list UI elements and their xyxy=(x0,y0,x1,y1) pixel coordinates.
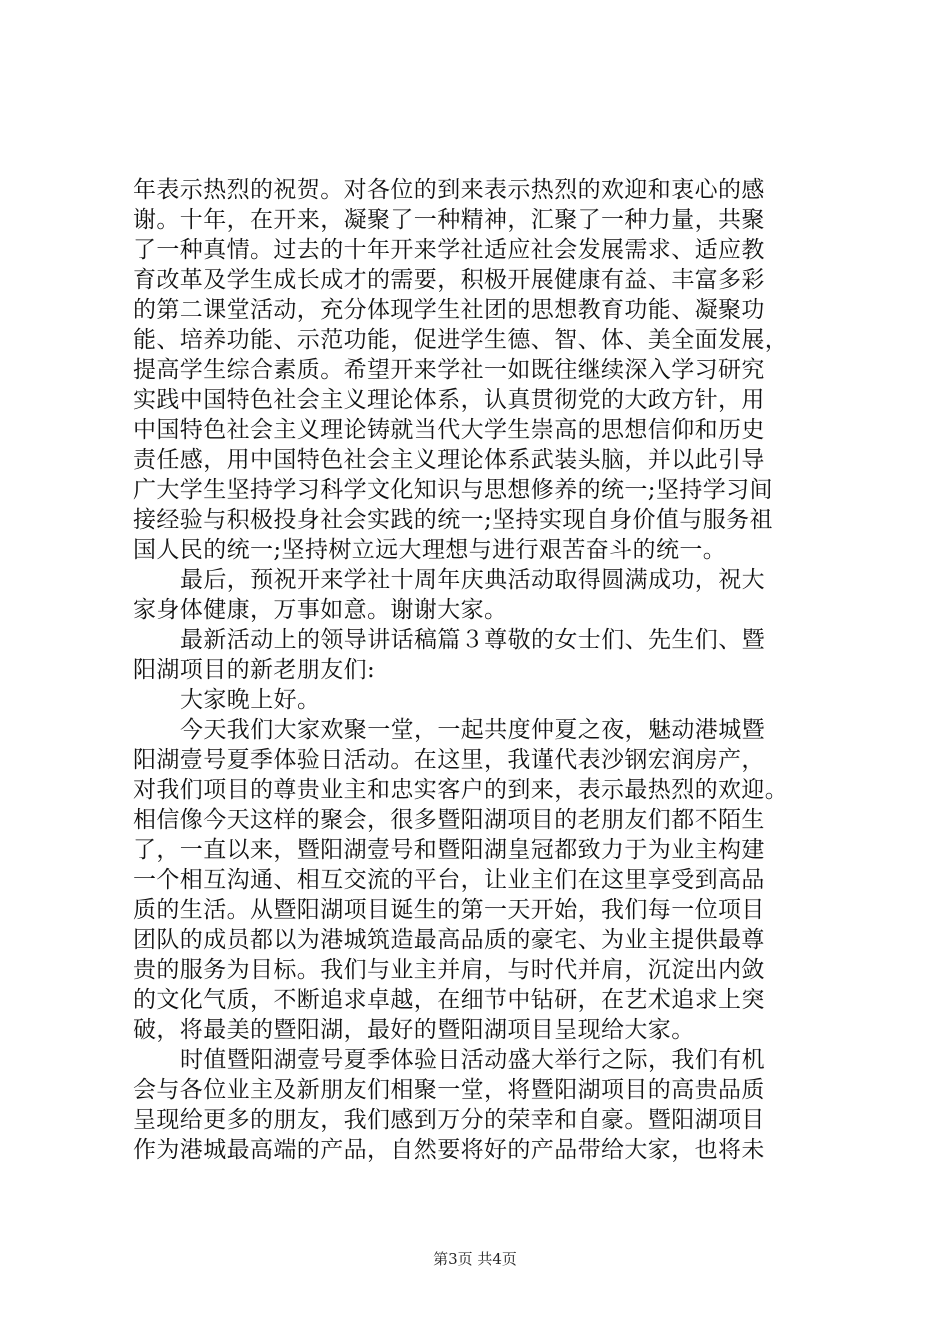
text-line: 了一种真情。过去的十年开来学社适应社会发展需求、适应教 xyxy=(133,237,765,263)
paragraph-first-line: 时值暨阳湖壹号夏季体验日活动盛大举行之际，我们有机 xyxy=(180,1047,765,1073)
text-line: 阳湖项目的新老朋友们: xyxy=(133,657,376,683)
greeting-line: 大家晚上好。 xyxy=(180,687,321,713)
text-line: 作为港城最高端的产品，自然要将好的产品带给大家，也将未 xyxy=(133,1137,765,1163)
text-line: 育改革及学生成长成才的需要，积极开展健康有益、丰富多彩 xyxy=(133,267,765,293)
text-line: 相信像今天这样的聚会，很多暨阳湖项目的老朋友们都不陌生 xyxy=(133,807,765,833)
text-line: 一个相互沟通、相互交流的平台，让业主们在这里享受到高品 xyxy=(133,867,765,893)
text-line: 会与各位业主及新朋友们相聚一堂，将暨阳湖项目的高贵品质 xyxy=(133,1077,765,1103)
text-line: 中国特色社会主义理论铸就当代大学生崇高的思想信仰和历史 xyxy=(133,417,765,443)
text-line: 破，将最美的暨阳湖，最好的暨阳湖项目呈现给大家。 xyxy=(133,1017,695,1043)
text-line: 家身体健康，万事如意。谢谢大家。 xyxy=(133,597,508,623)
text-line: 质的生活。从暨阳湖项目诞生的第一天开始，我们每一位项目 xyxy=(133,897,765,923)
text-line: 团队的成员都以为港城筑造最高品质的豪宅、为业主提供最尊 xyxy=(133,927,765,953)
text-line: 的第二课堂活动，充分体现学生社团的思想教育功能、凝聚功 xyxy=(133,297,765,323)
text-line: 谢。十年，在开来，凝聚了一种精神，汇聚了一种力量，共聚 xyxy=(133,207,765,233)
text-line: 年表示热烈的祝贺。对各位的到来表示热烈的欢迎和衷心的感 xyxy=(133,177,765,203)
page-number-footer: 第3页 共4页 xyxy=(433,1250,517,1268)
text-line: 责任感，用中国特色社会主义理论体系武装头脑，并以此引导 xyxy=(133,447,765,473)
text-line: 了，一直以来，暨阳湖壹号和暨阳湖皇冠都致力于为业主构建 xyxy=(133,837,765,863)
text-line: 能、培养功能、示范功能，促进学生德、智、体、美全面发展， xyxy=(133,327,789,353)
text-line: 呈现给更多的朋友，我们感到万分的荣幸和自豪。暨阳湖项目 xyxy=(133,1107,765,1133)
paragraph-first-line: 今天我们大家欢聚一堂，一起共度仲夏之夜，魅动港城暨 xyxy=(180,717,765,743)
text-line: 阳湖壹号夏季体验日活动。在这里，我谨代表沙钢宏润房产， xyxy=(133,747,765,773)
text-line: 国人民的统一;坚持树立远大理想与进行艰苦奋斗的统一。 xyxy=(133,537,727,563)
text-line: 实践中国特色社会主义理论体系，认真贯彻党的大政方针，用 xyxy=(133,387,765,413)
paragraph-first-line: 最后，预祝开来学社十周年庆典活动取得圆满成功，祝大 xyxy=(180,567,765,593)
text-line: 贵的服务为目标。我们与业主并肩，与时代并肩，沉淀出内敛 xyxy=(133,957,765,983)
paragraph-first-line: 最新活动上的领导讲话稿篇３尊敬的女士们、先生们、暨 xyxy=(180,627,765,653)
text-line: 的文化气质，不断追求卓越，在细节中钻研，在艺术追求上突 xyxy=(133,987,765,1013)
text-line: 提高学生综合素质。希望开来学社一如既往继续深入学习研究 xyxy=(133,357,765,383)
text-line: 对我们项目的尊贵业主和忠实客户的到来，表示最热烈的欢迎。 xyxy=(133,777,789,803)
text-line: 广大学生坚持学习科学文化知识与思想修养的统一;坚持学习间 xyxy=(133,477,773,503)
document-body xyxy=(133,175,833,1165)
text-line: 接经验与积极投身社会实践的统一;坚持实现自身价值与服务祖 xyxy=(133,507,773,533)
